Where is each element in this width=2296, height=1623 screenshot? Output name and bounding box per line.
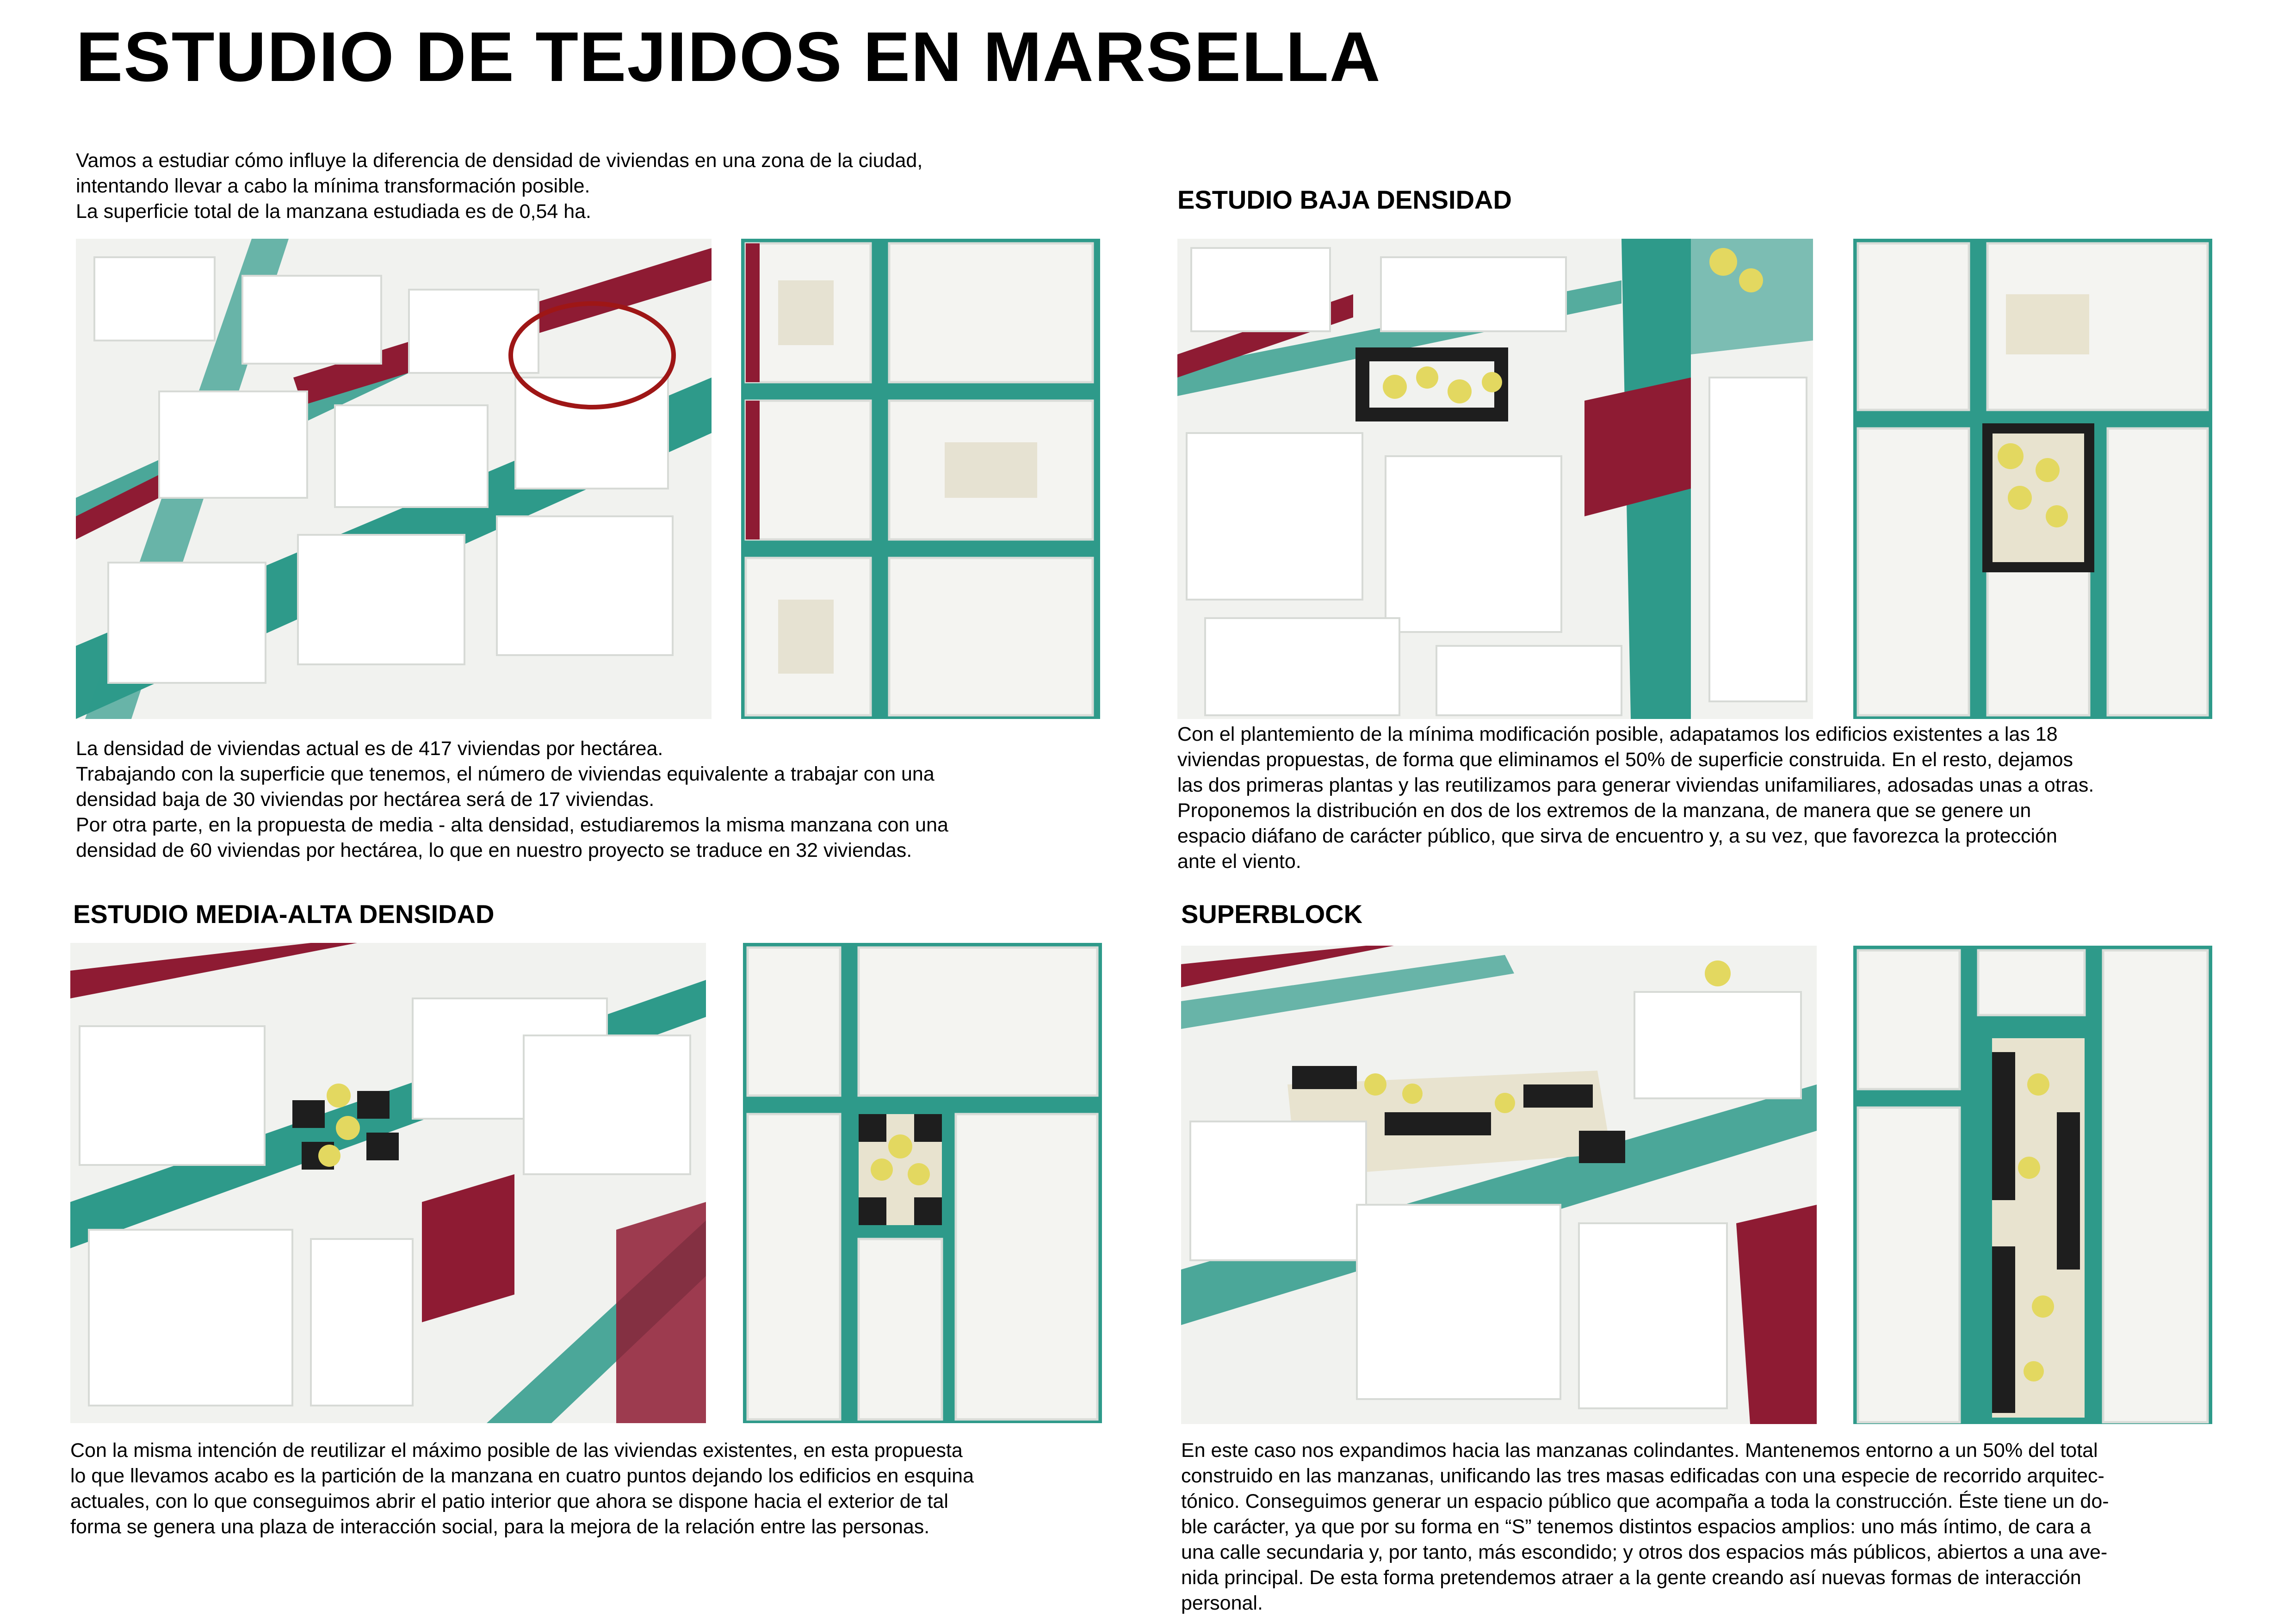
photo-superblock-perspective: [1181, 946, 1817, 1424]
baja-line: las dos primeras plantas y las reutilizamos para generar viviendas unifamiliares, adosadas unas a otras.: [1177, 774, 2094, 796]
baja-densidad-text: [1177, 722, 2094, 874]
current-density-text: [76, 736, 948, 863]
superblock-line: ble carácter, ya que por su forma en “S” tenemos distintos espacios amplios: uno más íntimo, de cara a: [1181, 1516, 2092, 1538]
superblock-line: personal.: [1181, 1592, 1263, 1614]
baja-line: Proponemos la distribución en dos de los extremos de la manzana, de manera que se genere un: [1177, 799, 2031, 822]
superblock-line: tónico. Conseguimos generar un espacio público que acompaña a toda la construcción. Éste tiene un do-: [1181, 1490, 2109, 1512]
baja-line: Con el plantemiento de la mínima modificación posible, adapatamos los edificios existentes a las 18: [1177, 723, 2058, 745]
media-line: Con la misma intención de reutilizar el máximo posible de las viviendas existentes, en esta propuesta: [70, 1439, 963, 1462]
intro-line: intentando llevar a cabo la mínima transformación posible.: [76, 175, 590, 197]
intro-line: Vamos a estudiar cómo influye la diferencia de densidad de viviendas en una zona de la ciudad,: [76, 149, 923, 172]
superblock-line: En este caso nos expandimos hacia las manzanas colindantes. Mantenemos entorno a un 50% del total: [1181, 1439, 2098, 1462]
media-line: actuales, con lo que conseguimos abrir el patio interior que ahora se dispone hacia el exterior de tal: [70, 1490, 948, 1512]
intro-line: La superficie total de la manzana estudiada es de 0,54 ha.: [76, 200, 591, 223]
superblock-text: [1181, 1438, 2109, 1616]
page-title: ESTUDIO DE TEJIDOS EN MARSELLA: [76, 18, 1381, 96]
superblock-line: construido en las manzanas, unificando las tres masas edificadas con una especie de recorrido arquitec-: [1181, 1465, 2104, 1487]
media-alta-densidad-text: [70, 1438, 974, 1540]
media-line: forma se genera una plaza de interacción social, para la mejora de la relación entre las personas.: [70, 1516, 930, 1538]
photo-baja-aerial: [1853, 239, 2212, 719]
intro-text: [76, 148, 922, 224]
photo-superblock-aerial: [1853, 946, 2212, 1424]
current-line: densidad baja de 30 viviendas por hectárea será de 17 viviendas.: [76, 788, 655, 811]
baja-line: ante el viento.: [1177, 850, 1301, 873]
photo-baja-perspective: [1177, 239, 1813, 719]
photo-existing-aerial: [741, 239, 1100, 719]
current-line: La densidad de viviendas actual es de 417 viviendas por hectárea.: [76, 737, 663, 760]
heading-superblock: SUPERBLOCK: [1181, 899, 1363, 929]
superblock-line: nida principal. De esta forma pretendemos atraer a la gente creando así nuevas formas de interacción: [1181, 1567, 2081, 1589]
media-line: lo que llevamos acabo es la partición de la manzana en cuatro puntos dejando los edificios en esquina: [70, 1465, 974, 1487]
photo-media-perspective: [70, 943, 706, 1423]
superblock-line: una calle secundaria y, por tanto, más escondido; y otros dos espacios más públicos, abiertos a una ave-: [1181, 1541, 2108, 1563]
current-line: densidad de 60 viviendas por hectárea, lo que en nuestro proyecto se traduce en 32 viviendas.: [76, 839, 912, 861]
heading-media-alta-densidad: ESTUDIO MEDIA-ALTA DENSIDAD: [73, 899, 495, 929]
current-line: Por otra parte, en la propuesta de media - alta densidad, estudiaremos la misma manzana con una: [76, 814, 948, 836]
baja-line: viviendas propuestas, de forma que eliminamos el 50% de superficie construida. En el resto, dejamos: [1177, 749, 2073, 771]
photo-media-aerial: [743, 943, 1102, 1423]
photo-existing-perspective: [76, 239, 712, 719]
current-line: Trabajando con la superficie que tenemos, el número de viviendas equivalente a trabajar con una: [76, 763, 934, 785]
baja-line: espacio diáfano de carácter público, que sirva de encuentro y, a su vez, que favorezca la protección: [1177, 825, 2057, 847]
heading-baja-densidad: ESTUDIO BAJA DENSIDAD: [1177, 185, 1512, 214]
